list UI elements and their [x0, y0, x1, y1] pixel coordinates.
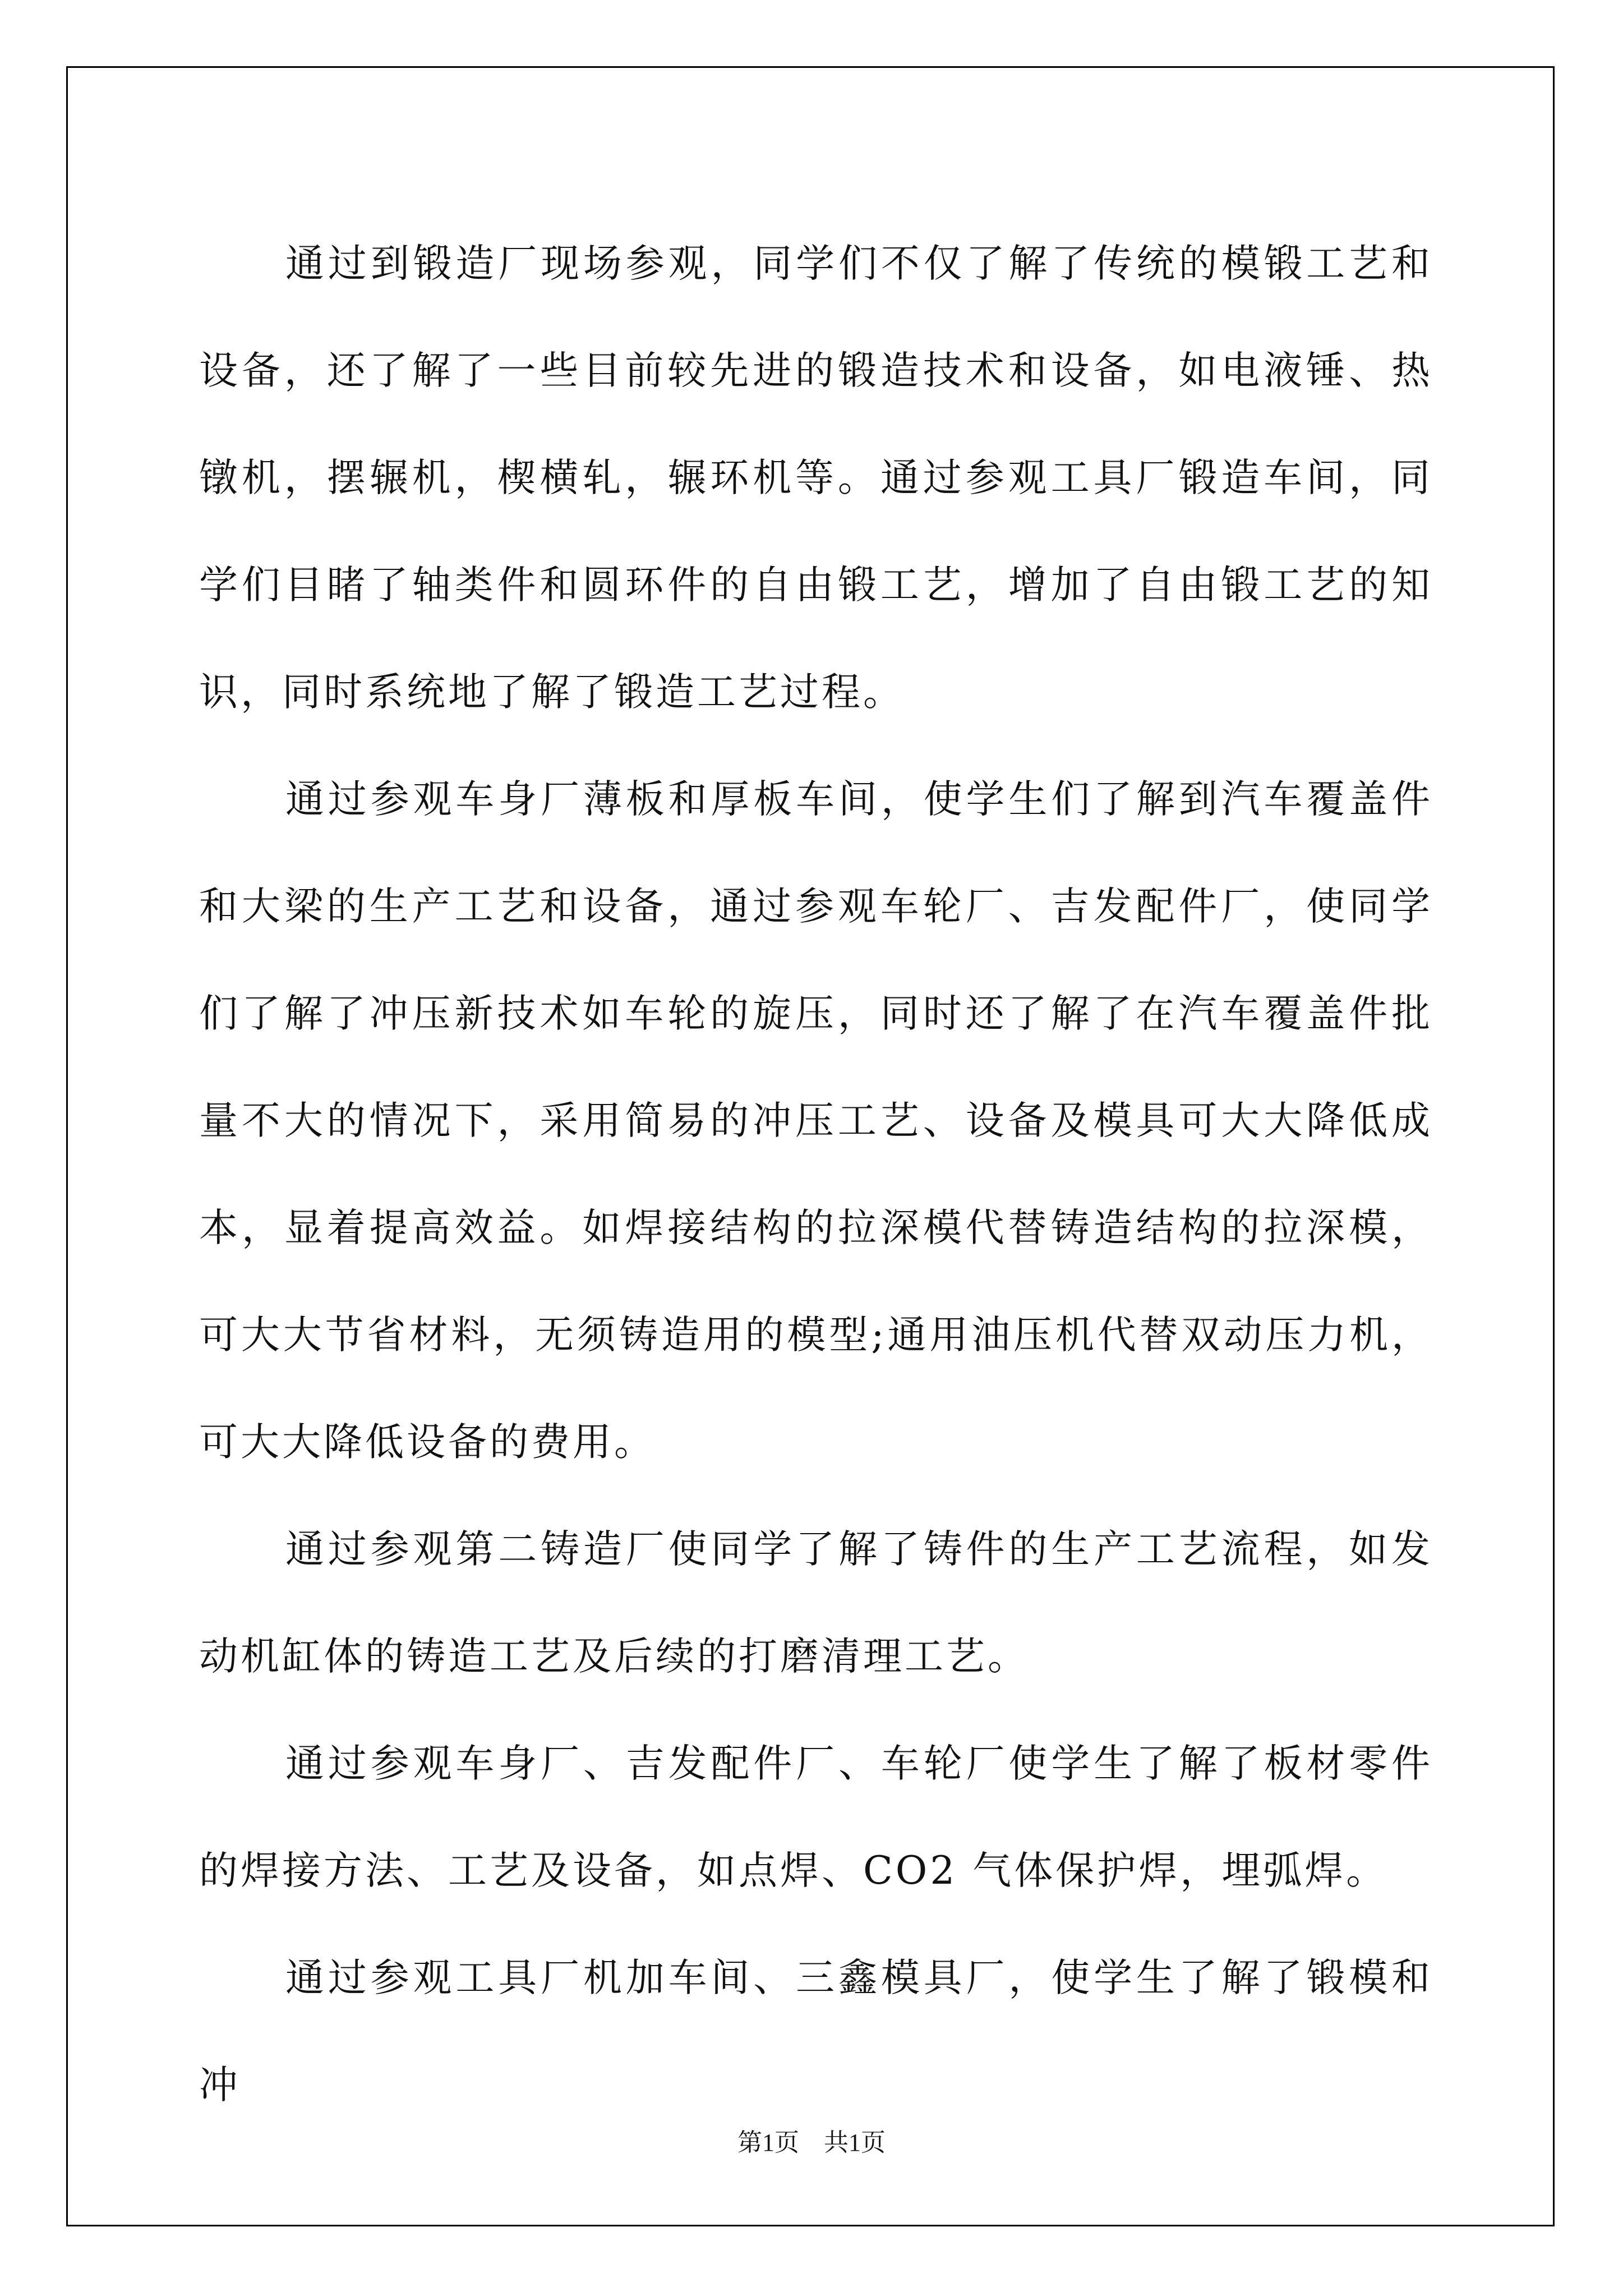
document-body [199, 210, 1433, 2139]
paragraph-machining: 通过参观工具厂机加车间、三鑫模具厂，使学生了解了锻模和冲 [199, 1955, 1433, 2108]
paragraph-welding: 通过参观车身厂、吉发配件厂、车轮厂使学生了解了板材零件的焊接方法、工艺及设备，如点焊、CO2 气体保护焊，埋弧焊。 [199, 1741, 1433, 1893]
paragraph-stamping: 通过参观车身厂薄板和厚板车间，使学生们了解到汽车覆盖件和大梁的生产工艺和设备，通过参观车轮厂、吉发配件厂，使同学们了解了冲压新技术如车轮的旋压，同时还了解了在汽车覆盖件批量不大的情况下，采用简易的冲压工艺、设备及模具可大大降低成本，显着提高效益。如焊接结构的拉深模代替铸造结构的拉深模，可大大节省材料，无须铸造用的模型;通用油压机代替双动压力机，可大大降低设备的费用。 [199, 777, 1433, 1465]
page-number-footer: 第1页 共1页 [737, 2129, 886, 2156]
paragraph-casting: 通过参观第二铸造厂使同学了解了铸件的生产工艺流程，如发动机缸体的铸造工艺及后续的打磨清理工艺。 [199, 1527, 1433, 1679]
paragraph-forging: 通过到锻造厂现场参观，同学们不仅了解了传统的模锻工艺和设备，还了解了一些目前较先进的锻造技术和设备，如电液锤、热镦机，摆辗机，楔横轧，辗环机等。通过参观工具厂锻造车间，同学们目睹了轴类件和圆环件的自由锻工艺，增加了自由锻工艺的知识，同时系统地了解了锻造工艺过程。 [199, 241, 1433, 715]
